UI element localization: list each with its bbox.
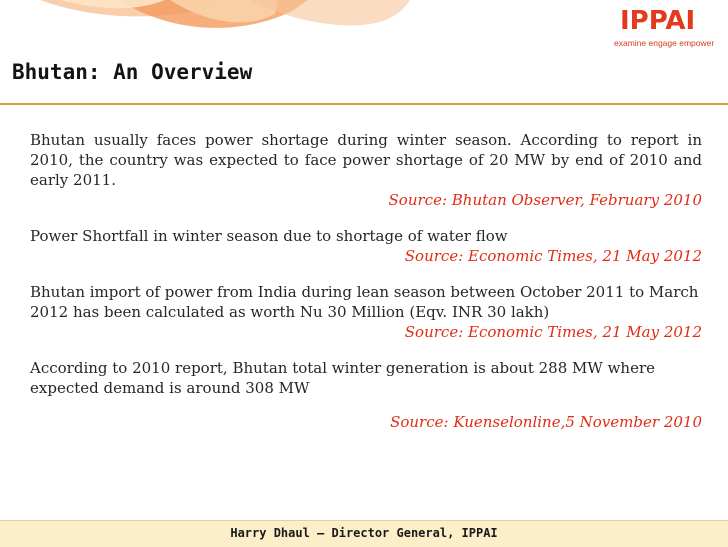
item-text: Bhutan usually faces power shortage during winter season. According to report in 2010, the country was expected to face power shortage of 20 MW by end of 2010 and early 2011. [30, 131, 702, 189]
item-source: Source: Economic Times, 21 May 2012 [404, 323, 702, 341]
logo-wordmark: IPPAI [620, 6, 696, 36]
item-text: According to 2010 report, Bhutan total winter generation is about 288 MW where expected demand is around 308 MW [30, 359, 656, 397]
ippai-logo [612, 6, 724, 50]
footer-bar [0, 520, 728, 547]
item-source: Source: Bhutan Observer, February 2010 [388, 191, 702, 209]
slide-content [30, 130, 702, 432]
item-text: Power Shortfall in winter season due to shortage of water flow [30, 227, 508, 245]
item-source: Source: Kuenselonline,5 November 2010 [390, 413, 702, 431]
item-source: Source: Economic Times, 21 May 2012 [404, 247, 702, 265]
footer-text: Harry Dhaul – Director General, IPPAI [230, 526, 498, 540]
slide-title: Bhutan: An Overview [12, 60, 253, 84]
logo-tagline: examine engage empower [614, 38, 715, 48]
item-text: Bhutan import of power from India during lean season between October 2011 to March 2012 has been calculated as worth Nu 30 Million (Eqv. INR 30 lakh) [30, 283, 699, 321]
title-divider [0, 103, 728, 105]
